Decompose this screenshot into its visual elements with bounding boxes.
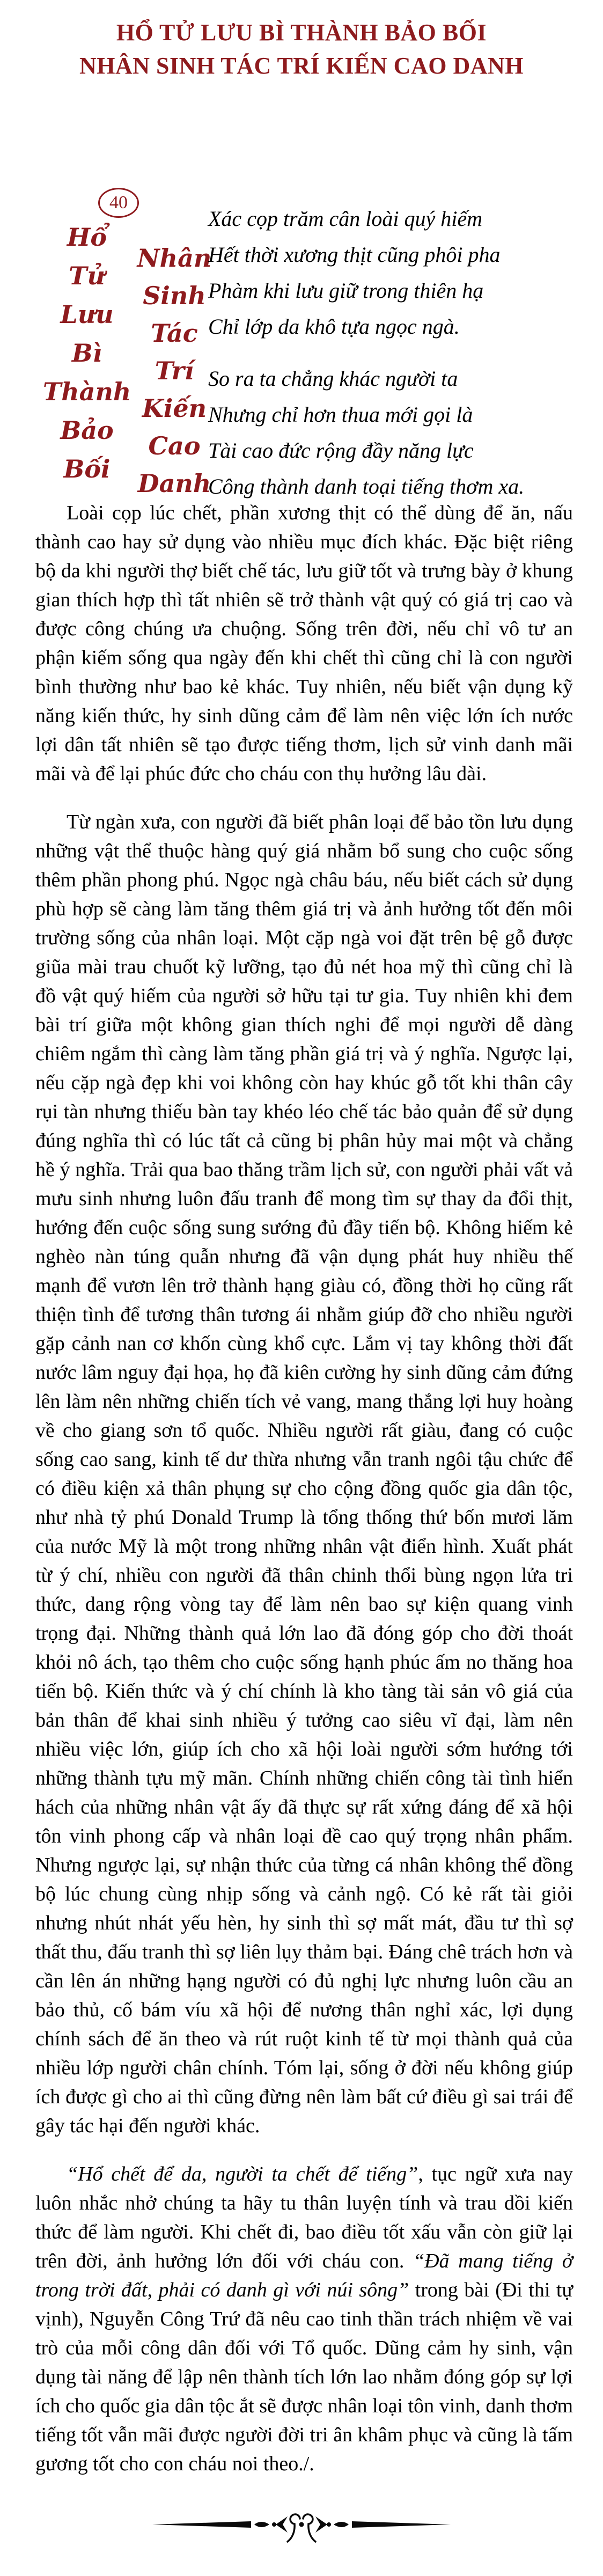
flourish-icon bbox=[151, 2503, 452, 2555]
calligraphy-word: Kiến bbox=[142, 394, 207, 423]
calligraphy-word: Trí bbox=[155, 356, 194, 385]
poem-line: Hết thời xương thịt cũng phôi pha bbox=[208, 243, 501, 267]
poem-line: Chỉ lớp da khô tựa ngọc ngà. bbox=[208, 314, 460, 339]
calligraphy-word: Tác bbox=[151, 319, 198, 348]
calligraphy-word: Thành bbox=[43, 377, 131, 406]
page-title bbox=[0, 0, 603, 83]
calligraphy-word: Cao bbox=[148, 431, 201, 460]
poem-stanza-1 bbox=[208, 201, 584, 344]
calligraphy-word: Nhân bbox=[137, 244, 212, 273]
calligraphy-column-2 bbox=[128, 239, 221, 502]
calligraphy-word: Tử bbox=[69, 261, 105, 290]
poem-line: Tài cao đức rộng đầy năng lực bbox=[208, 438, 474, 463]
poem-stanza-2 bbox=[208, 361, 584, 504]
calligraphy-word: Lưu bbox=[60, 300, 114, 329]
calligraphy-column-1 bbox=[43, 218, 131, 488]
calligraphy-word: Hổ bbox=[67, 223, 107, 252]
poem-line: Phàm khi lưu giữ trong thiên hạ bbox=[208, 278, 484, 303]
title-line-1: HỔ TỬ LƯU BÌ THÀNH BẢO BỐI bbox=[116, 19, 487, 46]
paragraph-3-text-1: , tục ngữ xưa nay luôn nhắc nhở chúng ta hãy tu thân luyện tính và trau dồi kiến thức để làm người. Khi chết đi, bao điều tốt xấu vẫn còn giữ lại trên đời, ảnh hưởng lớn đối với cháu con. bbox=[35, 2163, 573, 2272]
calligraphy-word: Danh bbox=[137, 469, 211, 498]
calligraphy-word: Bối bbox=[63, 454, 111, 483]
chapter-number: 40 bbox=[109, 193, 128, 212]
proverb-quote: “Hổ chết để da, người ta chết để tiếng” bbox=[67, 2163, 418, 2185]
chapter-number-badge bbox=[98, 188, 139, 218]
title-line-2: NHÂN SINH TÁC TRÍ KIẾN CAO DANH bbox=[79, 53, 524, 79]
ornament-divider bbox=[0, 2503, 603, 2576]
poem-line: Công thành danh toại tiếng thơm xa. bbox=[208, 474, 525, 498]
poem-line: Xác cọp trăm cân loài quý hiếm bbox=[208, 207, 482, 231]
paragraph-1: Loài cọp lúc chết, phần xương thịt có thể dùng để ăn, nấu thành cao hay sử dụng vào nhiều mục đích khác. Đặc biệt riêng bộ da khi người thợ biết chế tác, lưu giữ tốt và trưng bày ở khung gian thích hợp thì tất nhiên sẽ trở thành vật quý có giá trị cao và được công chúng ưa chuộng. Sống trên đời, nếu chỉ vô tư an phận kiếm sống qua ngày đến khi chết thì cũng chỉ là con người bình thường như bao kẻ khác. Tuy nhiên, nếu biết vận dụng kỹ năng kiến thức, hy sinh dũng cảm để làm nên việc lớn ích nước lợi dân tất nhiên sẽ tạo được tiếng thơm, lịch sử vinh danh mãi mãi và để lại phúc đức cho cháu con thụ hưởng lâu dài. bbox=[35, 502, 573, 785]
calligraphy-word: Bảo bbox=[60, 416, 114, 445]
body-text bbox=[0, 498, 603, 2478]
poem-line: So ra ta chẳng khác người ta bbox=[208, 366, 458, 391]
verse-quote: “Đã mang tiếng ở trong trời đất, phải có danh gì với núi sông” bbox=[35, 2250, 573, 2301]
poem-line: Nhưng chỉ hơn thua mới gọi là bbox=[208, 402, 473, 427]
poem-block bbox=[208, 201, 584, 504]
paragraph-3-text-2: trong bài (Đi thi tự vịnh), Nguyễn Công Trứ đã nêu cao tinh thần trách nhiệm về vai trò của mỗi công dân đối với Tổ quốc. Dũng cảm hy sinh, vận dụng tài năng để lập nên thành tích lớn lao nhằm đóng góp sự lợi ích cho quốc gia dân tộc ắt sẽ được nhân loại tôn vinh, danh thơm tiếng tốt vẫn mãi được người đời tri ân khâm phục và cũng là tấm gương tốt cho con cháu noi theo./. bbox=[35, 2279, 573, 2475]
paragraph-3 bbox=[35, 2160, 573, 2478]
calligraphy-word: Sinh bbox=[143, 281, 206, 310]
header-block bbox=[0, 83, 603, 498]
calligraphy-word: Bì bbox=[71, 339, 102, 368]
paragraph-2: Từ ngàn xưa, con người đã biết phân loại để bảo tồn lưu dụng những vật thể thuộc hàng quý giá nhằm bổ sung cho cuộc sống thêm phần phong phú. Ngọc ngà châu báu, nếu biết cách sử dụng phù hợp sẽ càng làm tăng thêm giá trị và ảnh hưởng tốt đến môi trường sống của nhân loại. Một cặp ngà voi đặt trên bệ gỗ được giũa mài trau chuốt kỹ lưỡng, tạo đủ nét hoa mỹ thì cũng chỉ là đồ vật quý hiếm của người sở hữu tại tư gia. Tuy nhiên khi đem bài trí giữa một không gian thích nghi để mọi người dễ dàng chiêm ngắm thì càng làm tăng phần giá trị và ý nghĩa. Ngược lại, nếu cặp ngà đẹp khi voi không còn hay khúc gỗ tốt khi thân cây rụi tàn nhưng thiếu bàn tay khéo léo chế tác bảo quản để sử dụng đúng nghĩa thì có lúc tất cả cũng bị phân hủy mai một và chẳng hề ý nghĩa. Trải qua bao thăng trầm lịch sử, con người phải vất vả mưu sinh nhưng luôn đấu tranh để mong tìm sự thay da đổi thịt, hướng đến cuộc sống sung sướng đủ đầy tiến bộ. Không hiếm kẻ nghèo nàn túng quẫn nhưng đã vận dụng phát huy nhiều thế mạnh để vươn lên trở thành hạng giàu có, đồng thời họ cũng rất thiện tình để tương thân tương ái nhằm giúp đỡ cho nhiều người gặp cảnh nan cơ khốn cùng khổ cực. Lắm vị tay không thời đất nước lâm nguy đại họa, họ đã kiên cường hy sinh dũng cảm đứng lên làm nên những chiến tích vẻ vang, mang thắng lợi huy hoàng về cho giang sơn tổ quốc. Nhiều người rất giàu, đang có cuộc sống cao sang, kinh tế dư thừa nhưng vẫn tranh ngôi tậu chức để có điều kiện xả thân phụng sự cho cộng đồng quốc gia dân tộc, như nhà tỷ phú Donald Trump là tổng thống thứ bốn mươi lăm của nước Mỹ là một trong những nhân vật điển hình. Xuất phát từ ý chí, nhiều con người đã thân chinh thổi bùng ngọn lửa tri thức, dang rộng vòng tay để làm nên bao sự kiện quang vinh trọng đại. Những thành quả lớn lao đã đóng góp cho đời thoát khỏi nô ách, tạo thêm cho cuộc sống hạnh phúc ấm no thăng hoa tiến bộ. Kiến thức và ý chí chính là kho tàng tài sản vô giá của bản thân để khai sinh nhiều ý tưởng cao siêu vĩ đại, làm nên nhiều việc lớn, giúp ích cho xã hội loài người sớm hướng tới những thành tựu mỹ mãn. Chính những chiến công tài tình hiển hách của những nhân vật ấy đã thực sự rất xứng đáng để xã hội tôn vinh phong cấp và nhân loại đề cao quý trọng nhân phẩm. Nhưng ngược lại, sự nhận thức của từng cá nhân không thể đồng bộ lúc chung cùng nhịp sống và cảnh ngộ. Có kẻ rất tài giỏi nhưng nhút nhát yếu hèn, hy sinh thì sợ mất mát, đầu tư thì sợ thất thu, đấu tranh thì sợ liên lụy thảm bại. Đáng chê trách hơn và cần lên án những hạng người có đủ nghị lực nhưng luôn cầu an bảo thủ, cố bám víu xã hội để nương thân nghỉ xác, lợi dụng chính sách để ăn theo và rút ruột kinh tế từ mọi thành quả của nhiều lớp người chân chính. Tóm lại, sống ở đời nếu không giúp ích được gì cho ai thì cũng đừng nên làm bất cứ điều gì sai trái để gây tác hại đến người khác. bbox=[35, 811, 573, 2137]
